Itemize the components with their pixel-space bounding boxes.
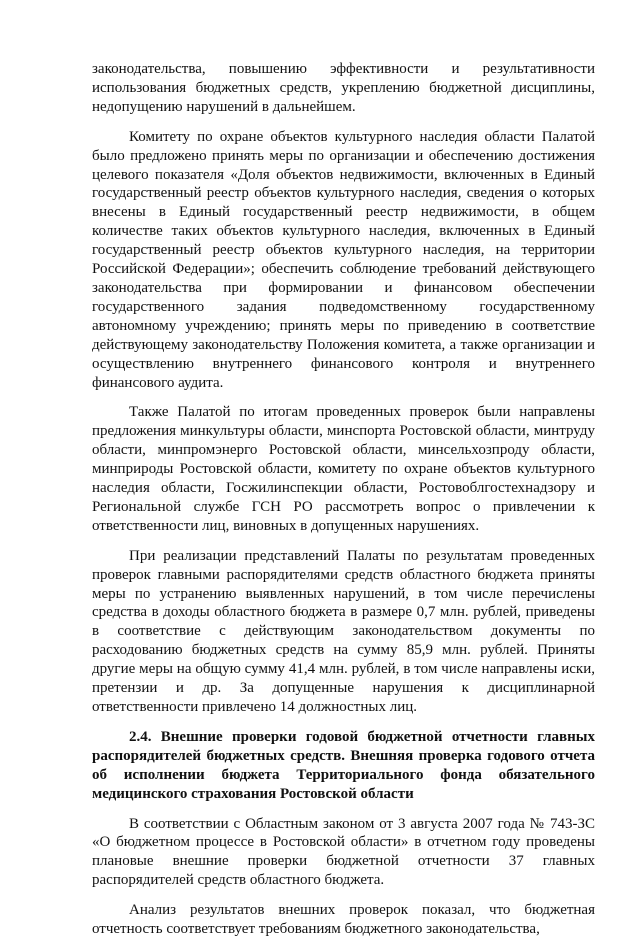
paragraph-implementation-results: При реализации представлений Палаты по результатам проведенных проверок главными распорядителями средств областного бюджета приняты меры по устранению выявленных нарушений, в том числе перечислены средства в доходы областного бюджета в размере 0,7 млн. рублей, приведены в соответствие с действующим законодательством документы по расходованию бюджетных средств на сумму 85,9 млн. рублей. Приняты другие меры на общую сумму 41,4 млн. рублей, в том числе направлены иски, претензии и др. За допущенные нарушения к дисциплинарной ответственности привлечено 14 должностных лиц. (92, 547, 595, 715)
paragraph-analysis: Анализ результатов внешних проверок показал, что бюджетная отчетность соответствует требованиям бюджетного законодательства, (92, 902, 595, 938)
paragraph-continuation: законодательства, повышению эффективности и результативности использования бюджетных средств, укреплению бюджетной дисциплины, недопущению нарушений в дальнейшем. (92, 61, 595, 115)
paragraph-committee-proposals: Комитету по охране объектов культурного наследия области Палатой было предложено принять меры по организации и обеспечению достижения целевого показателя «Доля объектов недвижимости, включенных в Единый государственный реестр объектов культурного наследия, сведения о которых внесены в Единый государственный реестр недвижимости, в общем количестве таких объектов культурного наследия, включенных в Единый государственный реестр объектов культурного наследия, на территории Российской Федерации»; обеспечить соблюдение требований действующего законодательства при формировании и финансовом обеспечении государственного задания подведомственному государственному автономному учреждению; принять меры по приведению в соответствие действующему законодательству Положения комитета, а также организации и осуществлению внутреннего финансового контроля и внутреннего финансового аудита. (92, 128, 595, 391)
section-heading: 2.4. Внешние проверки годовой бюджетной отчетности главных распорядителей бюджетных средств. Внешняя проверка годового отчета об исполнении бюджета Территориального фонда обязательного медицинского страхования Ростовской области (92, 728, 595, 802)
paragraph-ministry-proposals: Также Палатой по итогам проведенных проверок были направлены предложения минкультуры области, минспорта Ростовской области, минтруду области, минпромэнерго Ростовской области, минсельхозпроду области, минприроды Ростовской области, комитету по охране объектов культурного наследия области, Госжилинспекции области, Ростовоблгостехнадзору и Региональной службе ГСН РО рассмотреть вопрос о привлечении к ответственности лиц, виновных в допущенных нарушениях. (92, 404, 595, 534)
paragraph-law-reference: В соответствии с Областным законом от 3 августа 2007 года № 743-ЗС «О бюджетном процессе в Ростовской области» в отчетном году проведены плановые внешние проверки бюджетной отчетности 37 главных распорядителей средств областного бюджета. (92, 815, 595, 889)
